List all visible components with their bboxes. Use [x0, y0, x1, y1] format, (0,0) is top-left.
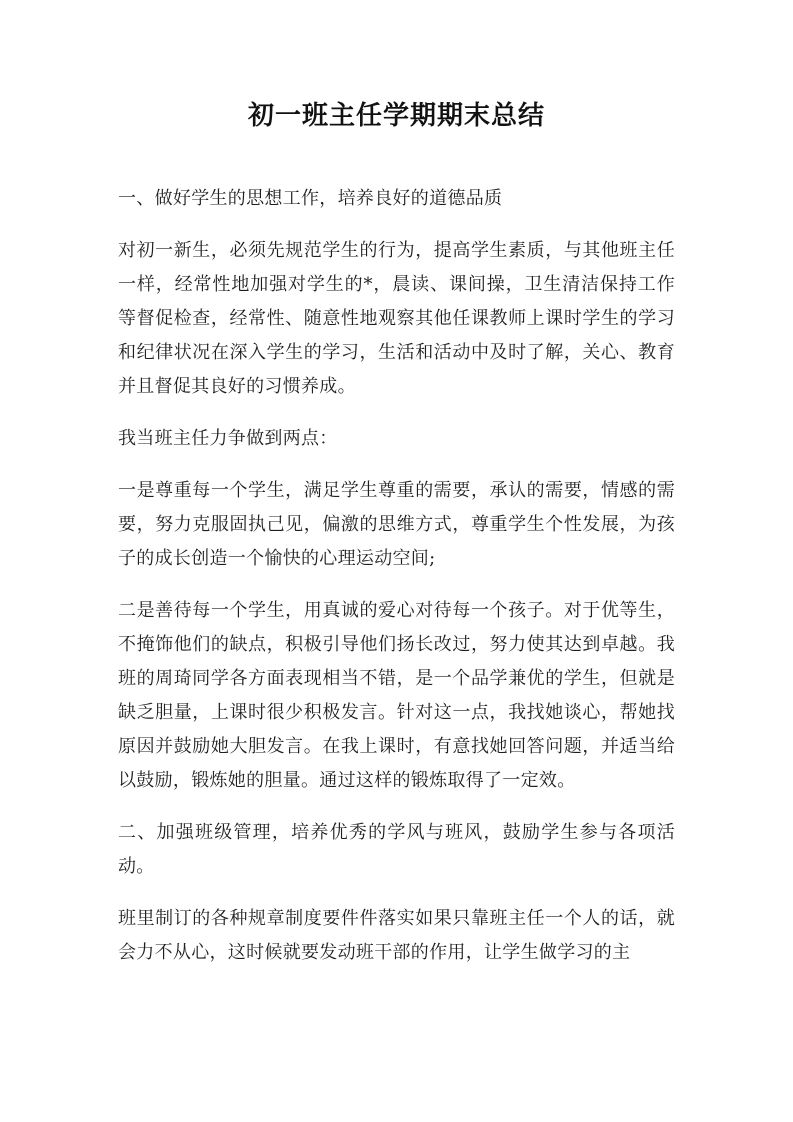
body-paragraph: 班里制订的各种规章制度要件件落实如果只靠班主任一个人的话，就会力不从心，这时候就要发动班干部的作用，让学生做学习的主: [118, 908, 675, 963]
body-paragraph: 我当班主任力争做到两点：: [118, 428, 338, 449]
document-title: 初一班主任学期期末总结: [247, 101, 545, 131]
body-paragraph: 一是尊重每一个学生，满足学生尊重的需要，承认的需要，情感的需要，努力克服固执己见，偏激的思维方式，尊重学生个性发展，为孩子的成长创造一个愉快的心理运动空间;: [118, 480, 675, 569]
body-paragraph: 对初一新生，必须先规范学生的行为，提高学生素质，与其他班主任一样，经常性地加强对学生的*，晨读、课间操，卫生清洁保持工作等督促检查，经常性、随意性地观察其他任课教师上课时学生的学习和纪律状况在深入学生的学习，生活和活动中及时了解，关心、教育并且督促其良好的习惯养成。: [118, 240, 675, 397]
body-paragraph: 二是善待每一个学生，用真诚的爱心对待每一个孩子。对于优等生，不掩饰他们的缺点，积极引导他们扬长改过，努力使其达到卓越。我班的周琦同学各方面表现相当不错，是一个品学兼优的学生，但就是缺乏胆量，上课时很少积极发言。针对这一点，我找她谈心，帮她找原因并鼓励她大胆发言。在我上课时，有意找她回答问题，并适当给以鼓励，锻炼她的胆量。通过这样的锻炼取得了一定效。: [118, 600, 675, 791]
section-heading-2: 二、加强班级管理，培养优秀的学风与班风，鼓励学生参与各项活动。: [118, 822, 675, 877]
section-heading-1: 一、做好学生的思想工作，培养良好的道德品质: [118, 188, 503, 209]
